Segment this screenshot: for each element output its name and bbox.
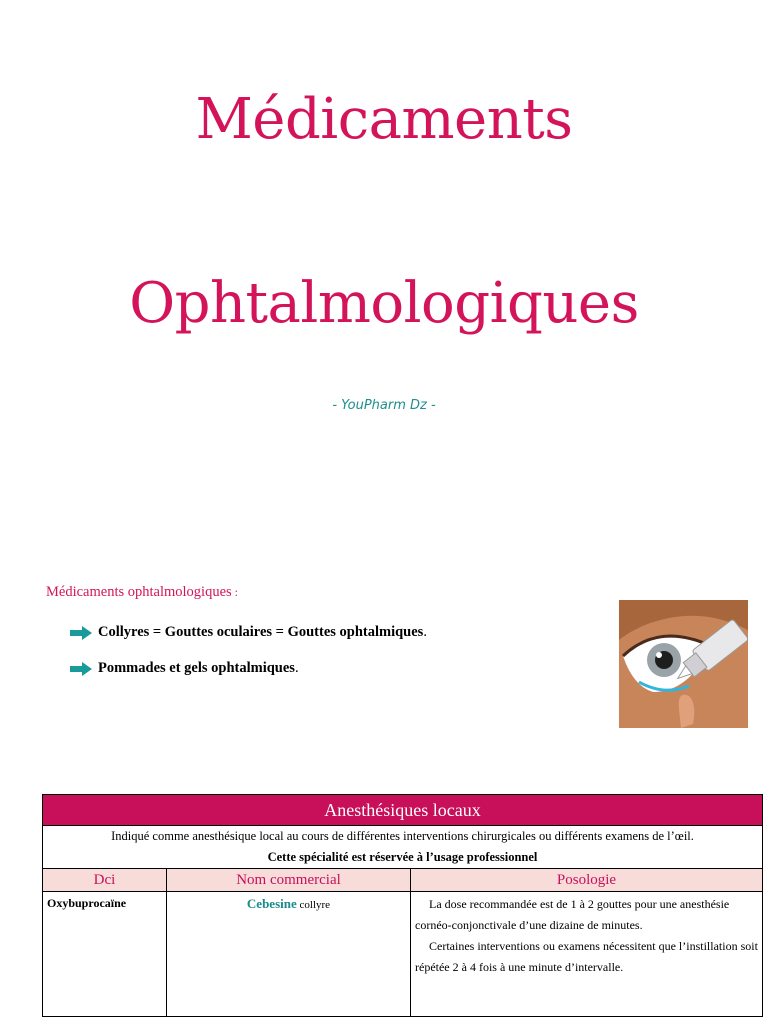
dci-cell: Oxybuprocaïne [43, 892, 167, 1017]
brand-name: Cebesine [246, 896, 297, 911]
table-note: Cette spécialité est réservée à l’usage professionnel [267, 850, 538, 864]
section-heading-colon: : [231, 585, 238, 599]
table-description-cell [43, 826, 763, 869]
eye-drop-illustration [619, 600, 748, 728]
page-title-line-2: Ophtalmologiques [129, 271, 639, 336]
column-header-dci: Dci [43, 869, 167, 892]
table-row [43, 892, 763, 1017]
bullet-text: Pommades et gels ophtalmiques [98, 660, 295, 676]
bullet-item [70, 624, 427, 641]
nom-commercial-cell [167, 892, 411, 1017]
section-heading [46, 584, 238, 601]
posologie-paragraph: Certaines interventions ou examens nécessitent que l’instillation soit répétée 2 à 4 fois à une minute d’intervalle. [415, 939, 758, 974]
bullet-punct: . [423, 624, 427, 640]
section-heading-text: Médicaments ophtalmologiques [46, 584, 232, 600]
page-title-line-1: Médicaments [195, 87, 573, 152]
bullet-item [70, 660, 299, 677]
bullet-text: Collyres = Gouttes oculaires = Gouttes ophtalmiques [98, 624, 424, 640]
right-arrow-icon [70, 662, 92, 676]
table-description: Indiqué comme anesthésique local au cours de différentes interventions chirurgicales ou différents examens de l’œil. [111, 829, 694, 843]
dosage-form: collyre [296, 899, 331, 911]
column-header-nom-commercial: Nom commercial [167, 869, 411, 892]
page-subtitle: - YouPharm Dz - [332, 398, 436, 413]
posologie-paragraph: La dose recommandée est de 1 à 2 gouttes pour une anesthésie cornéo-conjonctivale d’une dizaine de minutes. [415, 897, 730, 932]
posologie-cell [411, 892, 763, 1017]
bullet-punct: . [294, 660, 299, 676]
column-header-posologie: Posologie [411, 869, 763, 892]
table-section-title: Anesthésiques locaux [43, 795, 763, 826]
right-arrow-icon [70, 626, 92, 640]
anesthetics-table [42, 794, 763, 1017]
